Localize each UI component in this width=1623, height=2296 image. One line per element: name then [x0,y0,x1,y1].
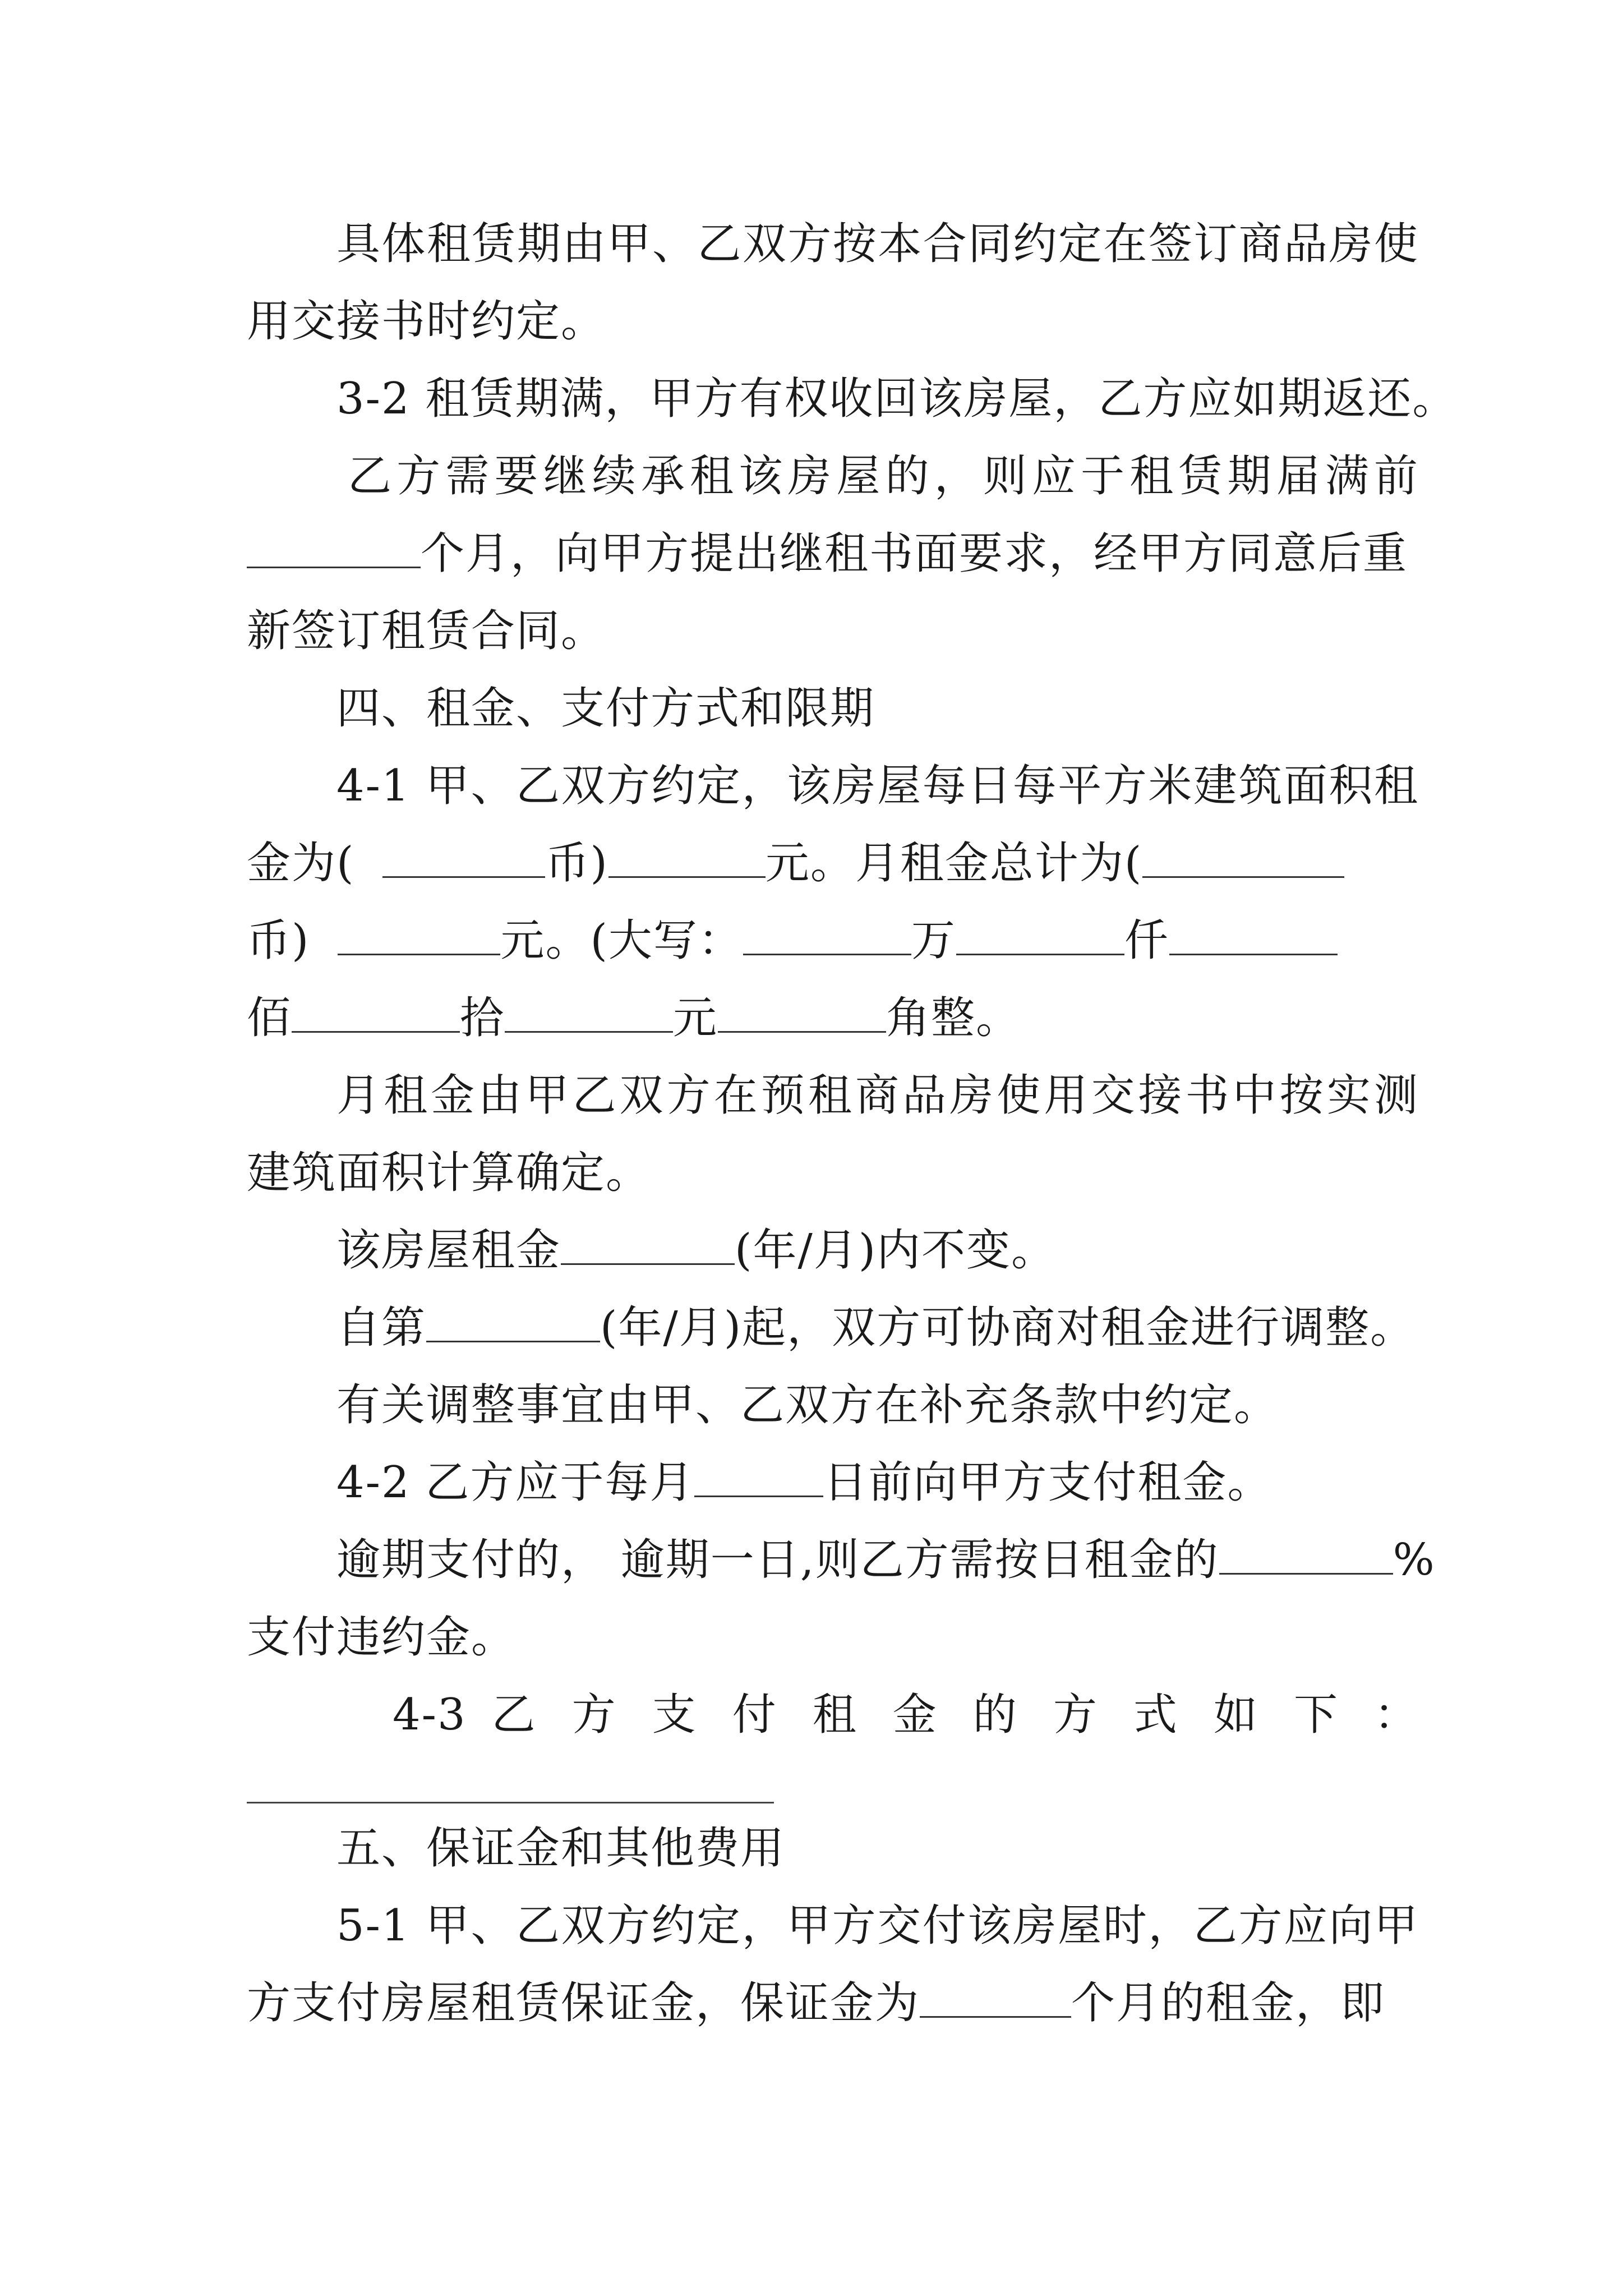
clause-4-2 [336,1452,1419,1513]
text-fragment: 元。(大写： [500,915,743,966]
clause-5-1: 5-1 甲、乙双方约定，甲方交付该房屋时，乙方应向甲 [336,1901,1419,1951]
text-line [247,1972,1419,2034]
blank-field [382,836,545,878]
text-fragment: 元 [673,993,718,1043]
text-fragment: 4-2 乙方应于每月 [336,1457,695,1508]
clause-4-1: 4-1 甲、乙双方约定，该房屋每日每平方米建筑面积租 [336,761,1419,811]
blank-line [247,1802,774,1803]
text-line: 有关调整事宜由甲、乙双方在补充条款中约定。 [336,1380,1279,1430]
text-fragment: 万 [911,915,956,966]
blank-field [1219,1533,1393,1575]
text-fragment: 方支付房屋租赁保证金，保证金为 [247,1978,920,2028]
text-fragment: 日前向甲方支付租金。 [823,1457,1272,1508]
text-fragment: 个月的租金，即 [1071,1978,1386,2028]
blank-field [247,526,421,568]
text-fragment: 拾 [460,993,505,1043]
text-fragment: 自第 [336,1303,427,1353]
text-fragment: 佰 [247,993,292,1043]
text-line [336,1297,1419,1359]
text-line [336,1220,1419,1281]
blank-field [956,913,1124,955]
text-line: 新签订租赁合同。 [247,606,606,656]
blank-field [292,991,460,1033]
text-fragment: 金为( [247,838,355,889]
text-line: 具体租赁期由甲、乙双方按本合同约定在签订商品房使 [336,219,1419,269]
text-fragment: 角整。 [886,993,1021,1043]
clause-4-3: 4-3 乙 方 支 付 租 金 的 方 式 如 下 ： [393,1690,1419,1740]
text-fragment: 个月，向甲方提出继租书面要求，经甲方同意后重 [421,528,1408,579]
blank-field [608,836,766,878]
text-fragment: 元。月租金总计为( [765,838,1143,889]
blank-field [694,1455,823,1497]
text-fragment: (年/月)起，双方可协商对租金进行调整。 [600,1303,1415,1353]
blank-field [338,913,500,955]
blank-field [426,1300,600,1342]
section-heading-5: 五、保证金和其他费用 [336,1823,786,1874]
clause-3-2: 3-2 租赁期满，甲方有权收回该房屋，乙方应如期返还。 [336,374,1458,424]
text-fragment: 该房屋租金 [336,1225,561,1276]
blank-field [718,991,886,1033]
text-line: 乙方需要继续承租该房屋的，则应于租赁期届满前 [348,451,1419,501]
blank-field [743,913,911,955]
text-line [247,523,1419,585]
text-line: 支付违约金。 [247,1612,517,1663]
text-line [247,987,1419,1049]
text-line: 建筑面积计算确定。 [247,1148,651,1198]
blank-field [561,1223,735,1265]
blank-field [920,1976,1071,2018]
text-fragment: 仟 [1124,915,1169,966]
blank-field [1142,836,1344,878]
text-line [336,1529,1436,1591]
blank-field [505,991,673,1033]
text-line: 用交接书时约定。 [247,296,606,347]
text-fragment: 逾期支付的， 逾期一日,则乙方需按日租金的 [336,1535,1219,1585]
text-line [247,910,1419,972]
text-line: 月租金由甲乙双方在预租商品房使用交接书中按实测 [336,1070,1419,1121]
text-fragment: (年/月)内不变。 [735,1225,1057,1276]
section-heading-4: 四、租金、支付方式和限期 [336,683,875,734]
text-fragment: 币) [247,915,310,966]
text-line [247,832,1419,894]
text-fragment: 币) [545,838,608,889]
blank-field [1169,913,1338,955]
text-fragment: % [1393,1535,1436,1585]
